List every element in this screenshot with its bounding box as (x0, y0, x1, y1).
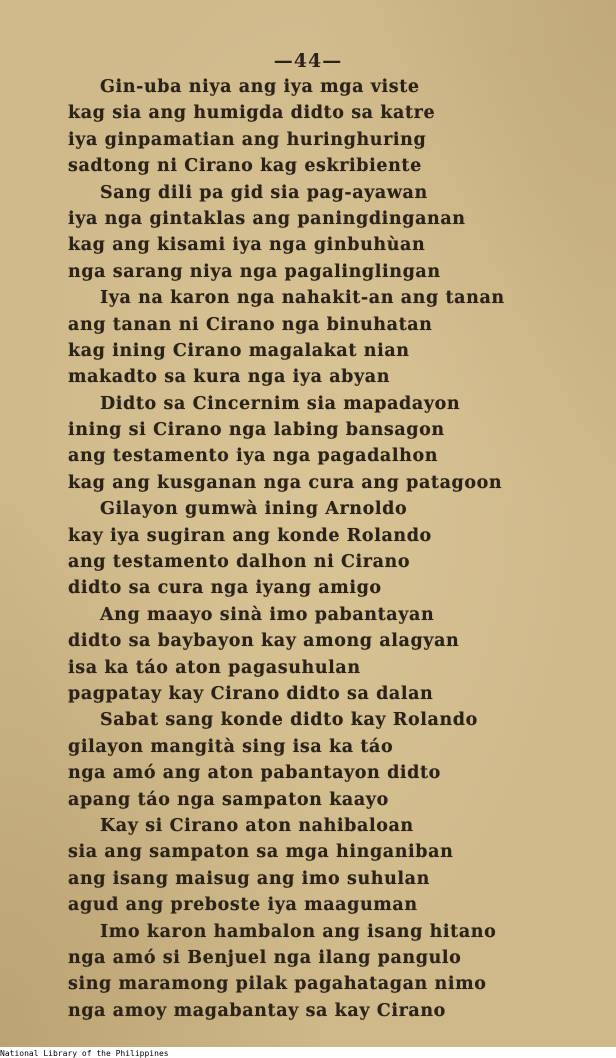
text-line: kag ang kisami iya nga ginbuhùan (68, 235, 426, 256)
poem-text (68, 74, 548, 1024)
text-line: Kay si Cirano aton nahibaloan (100, 815, 414, 836)
text-line: kag ining Cirano magalakat nian (68, 340, 410, 361)
text-line: ang testamento dalhon ni Cirano (68, 552, 411, 573)
text-line: ining si Cirano nga labing bansagon (68, 420, 445, 441)
text-line: ang isang maisug ang imo suhulan (68, 868, 430, 889)
text-line: Imo karon hambalon ang isang hitano (100, 921, 497, 942)
text-line: Sabat sang konde didto kay Rolando (100, 710, 478, 731)
text-line: Ang maayo sinà imo pabantayan (100, 604, 435, 625)
text-line: makadto sa kura nga iya abyan (68, 367, 391, 388)
text-line: Gin-uba niya ang iya mga viste (100, 77, 420, 97)
text-line: didto sa cura nga iyang amigo (68, 578, 382, 599)
library-credit: National Library of the Philippines (0, 1049, 169, 1058)
text-line: sing maramong pilak pagahatagan nimo (68, 974, 487, 995)
text-line: kag sia ang humigda didto sa katre (68, 103, 436, 124)
text-line: nga amoy magabantay sa kay Cirano (68, 1000, 446, 1021)
text-line: agud ang preboste iya maaguman (68, 895, 418, 916)
text-line: ang tanan ni Cirano nga binuhatan (68, 314, 433, 335)
text-line: iya nga gintaklas ang paningdinganan (68, 208, 466, 229)
text-line: gilayon mangità sing isa ka táo (68, 736, 394, 757)
text-line: didto sa baybayon kay among alagyan (68, 631, 460, 652)
text-line: pagpatay kay Cirano didto sa dalan (68, 683, 434, 704)
text-line: iya ginpamatian ang huringhuring (68, 129, 427, 150)
text-line: apang táo nga sampaton kaayo (68, 789, 389, 810)
text-line: Gilayon gumwà ining Arnoldo (100, 499, 408, 520)
text-line: Sang dili pa gid sia pag-ayawan (100, 182, 428, 203)
text-line: kag ang kusganan nga cura ang patagoon (68, 472, 503, 493)
text-line: ang testamento iya nga pagadalhon (68, 446, 439, 467)
text-line: sia ang sampaton sa mga hinganiban (68, 842, 454, 863)
text-line: nga amó ang aton pabantayon didto (68, 763, 441, 784)
text-line: Iya na karon nga nahakit-an ang tanan (100, 288, 505, 309)
text-line: Didto sa Cincernim sia mapadayon (100, 393, 461, 414)
text-line: nga sarang niya nga pagalinglingan (68, 261, 441, 282)
text-line: kay iya sugiran ang konde Rolando (68, 525, 432, 546)
page-number: —44— (273, 50, 343, 72)
text-line: nga amó si Benjuel nga ilang pangulo (68, 947, 462, 968)
text-line: sadtong ni Cirano kag eskribiente (68, 156, 422, 177)
text-line: isa ka táo aton pagasuhulan (68, 657, 361, 678)
